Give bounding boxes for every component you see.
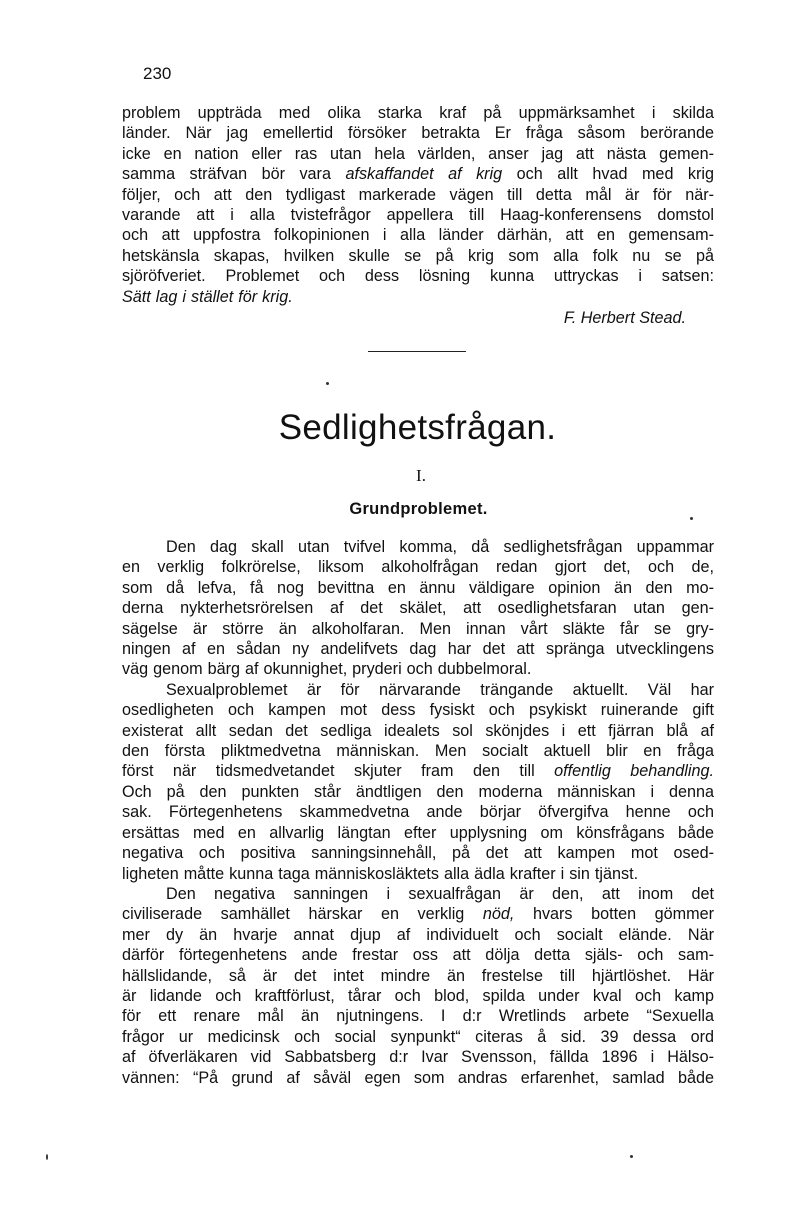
article-body xyxy=(122,537,714,1088)
text-line xyxy=(122,945,714,965)
section-numeral: I. xyxy=(416,466,426,485)
text-line xyxy=(122,925,714,945)
text-line xyxy=(122,864,714,884)
print-speck xyxy=(46,1154,48,1160)
text-run: Sexualproblemet är för närvarande trängande aktuellt. Väl har xyxy=(166,680,714,699)
text-run: ersättas med en allvarlig längtan efter upplysning om könsfrågans både xyxy=(122,823,714,842)
text-run: sjöröfveriet. Problemet och dess lösning kunna uttryckas i satsen: xyxy=(122,267,714,286)
text-run: sak. Förtegenhetens skammedvetna ande börjar öfvergifva henne och xyxy=(122,803,714,822)
text-run: ningen af en sådan ny andelifvets dag har det att spränga utvecklingens xyxy=(122,640,714,659)
text-line xyxy=(122,164,714,184)
text-run: hvars botten gömmer xyxy=(514,905,715,924)
text-line xyxy=(122,205,714,225)
italic-text: Sätt lag i stället för krig. xyxy=(122,287,293,306)
text-run: frågor ur medicinsk och social synpunkt“ citeras å sid. 39 dessa ord xyxy=(122,1027,714,1046)
text-line xyxy=(122,266,714,286)
text-run: Den dag skall utan tvifvel komma, då sedlighetsfrågan uppammar xyxy=(166,538,714,556)
text-run: negativa och positiva sanningsinnehåll, på det att kampen mot osed- xyxy=(122,844,714,863)
text-line xyxy=(122,904,714,924)
text-run: af öfverläkaren vid Sabbatsberg d:r Ivar Svensson, fällda 1896 i Hälso- xyxy=(122,1048,714,1067)
text-run: den första pliktmedvetna människan. Men socialt aktuell blir en fråga xyxy=(122,742,714,761)
text-run: är lidande och kraftförlust, tårar och blod, spilda under kval och kamp xyxy=(122,986,714,1005)
text-run: följer, och att den tydligast markerade vägen till detta mål är för när- xyxy=(122,185,714,204)
text-run: varande att i alla tvistefrågor appellera till Haag-konferensens domstol xyxy=(122,206,714,225)
italic-text: offentlig behandling. xyxy=(554,762,714,781)
text-line xyxy=(122,225,714,245)
text-line xyxy=(122,741,714,761)
text-run: Den negativa sanningen i sexualfrågan är den, att inom det xyxy=(166,884,714,903)
text-line xyxy=(122,680,714,700)
text-run: problem uppträda med olika starka kraf på uppmärksamhet i skilda xyxy=(122,104,714,122)
text-run: först när tidsmedvetandet skjuter fram den till xyxy=(122,762,555,781)
text-run: vännen: “På grund af såväl egen som andras erfarenhet, samlad både xyxy=(122,1068,714,1087)
text-line xyxy=(122,246,714,266)
text-line xyxy=(122,843,714,863)
section-divider xyxy=(368,351,466,352)
text-line xyxy=(122,802,714,822)
text-line xyxy=(122,1068,714,1088)
text-line xyxy=(122,185,714,205)
text-run: och att uppfostra folkopinionen i alla länder därhän, att en gemensam- xyxy=(122,226,714,245)
text-line xyxy=(122,1006,714,1026)
italic-text: nöd, xyxy=(482,905,515,924)
text-line xyxy=(122,537,714,557)
italic-text: afskaffandet af krig xyxy=(345,165,503,184)
text-line xyxy=(122,884,714,904)
article-title: Sedlighetsfrågan. xyxy=(278,408,557,447)
text-run: ligheten måtte kunna taga människosläktets alla ädla krafter i sin tjänst. xyxy=(122,864,639,883)
text-line xyxy=(122,103,714,123)
text-line xyxy=(122,639,714,659)
text-run: som då lefva, få nog bevittna en ännu väldigare opinion än den mo- xyxy=(122,578,714,597)
text-run: sägelse är större än alkoholfaran. Men innan vårt släkte får se gry- xyxy=(122,619,714,638)
text-run: en verklig folkrörelse, liksom alkoholfrågan redan gjort det, och de, xyxy=(122,558,714,577)
text-run: länder. När jag emellertid försöker betrakta Er fråga såsom berörande xyxy=(122,124,714,143)
text-run: Och på den punkten står ändtligen den moderna människan i denna xyxy=(122,782,714,801)
text-run: samma sträfvan bör vara xyxy=(122,165,346,184)
text-line xyxy=(122,598,714,618)
text-run: därför förtegenhetens ande frestar oss att dölja detta själs- och sam- xyxy=(122,946,714,965)
text-run: icke en nation eller ras utan hela världen, anser jag att nästa gemen- xyxy=(122,144,714,163)
print-speck xyxy=(630,1155,633,1158)
text-line xyxy=(122,761,714,781)
text-run: och allt hvad med krig xyxy=(502,165,714,184)
text-line xyxy=(122,700,714,720)
text-run: väg genom bärg af okunnighet, pryderi och dubbelmoral. xyxy=(122,660,532,679)
text-line xyxy=(122,557,714,577)
text-run: civiliserade samhället härskar en verklig xyxy=(122,905,483,924)
text-line xyxy=(122,144,714,164)
text-run: derna nykterhetsrörelsen af det skälet, att osedlighetsfaran utan gen- xyxy=(122,599,714,618)
print-speck xyxy=(326,382,329,385)
text-line xyxy=(122,287,714,307)
text-line xyxy=(122,782,714,802)
text-run: hällslidande, så är det intet mindre än frestelse till hjärtlöshet. Här xyxy=(122,966,714,985)
section-title: Grundproblemet. xyxy=(349,500,488,518)
text-line xyxy=(122,619,714,639)
text-line xyxy=(122,123,714,143)
text-line xyxy=(122,823,714,843)
text-run: hetskänsla skapas, hvilken skulle se på krig som alla folk nu se på xyxy=(122,246,714,265)
text-run: existerat allt sedan det sedliga idealets sol skönjdes i ett fjärran blå af xyxy=(122,721,714,740)
text-line xyxy=(122,986,714,1006)
author-signature: F. Herbert Stead. xyxy=(563,309,686,327)
text-run: osedligheten och kampen mot dess fysiskt och psykiskt ruinerande gift xyxy=(122,701,714,720)
text-run: för ett renare mål än njutningens. I d:r Wretlinds arbete “Sexuella xyxy=(122,1007,714,1026)
text-line xyxy=(122,1047,714,1067)
text-line xyxy=(122,966,714,986)
previous-article-body xyxy=(122,103,714,307)
text-run: mer dy än hvarje annat djup af individuelt och socialt elände. När xyxy=(122,925,714,944)
text-line xyxy=(122,1027,714,1047)
text-line xyxy=(122,721,714,741)
text-line xyxy=(122,578,714,598)
text-line xyxy=(122,659,714,679)
page-number: 230 xyxy=(143,64,172,83)
